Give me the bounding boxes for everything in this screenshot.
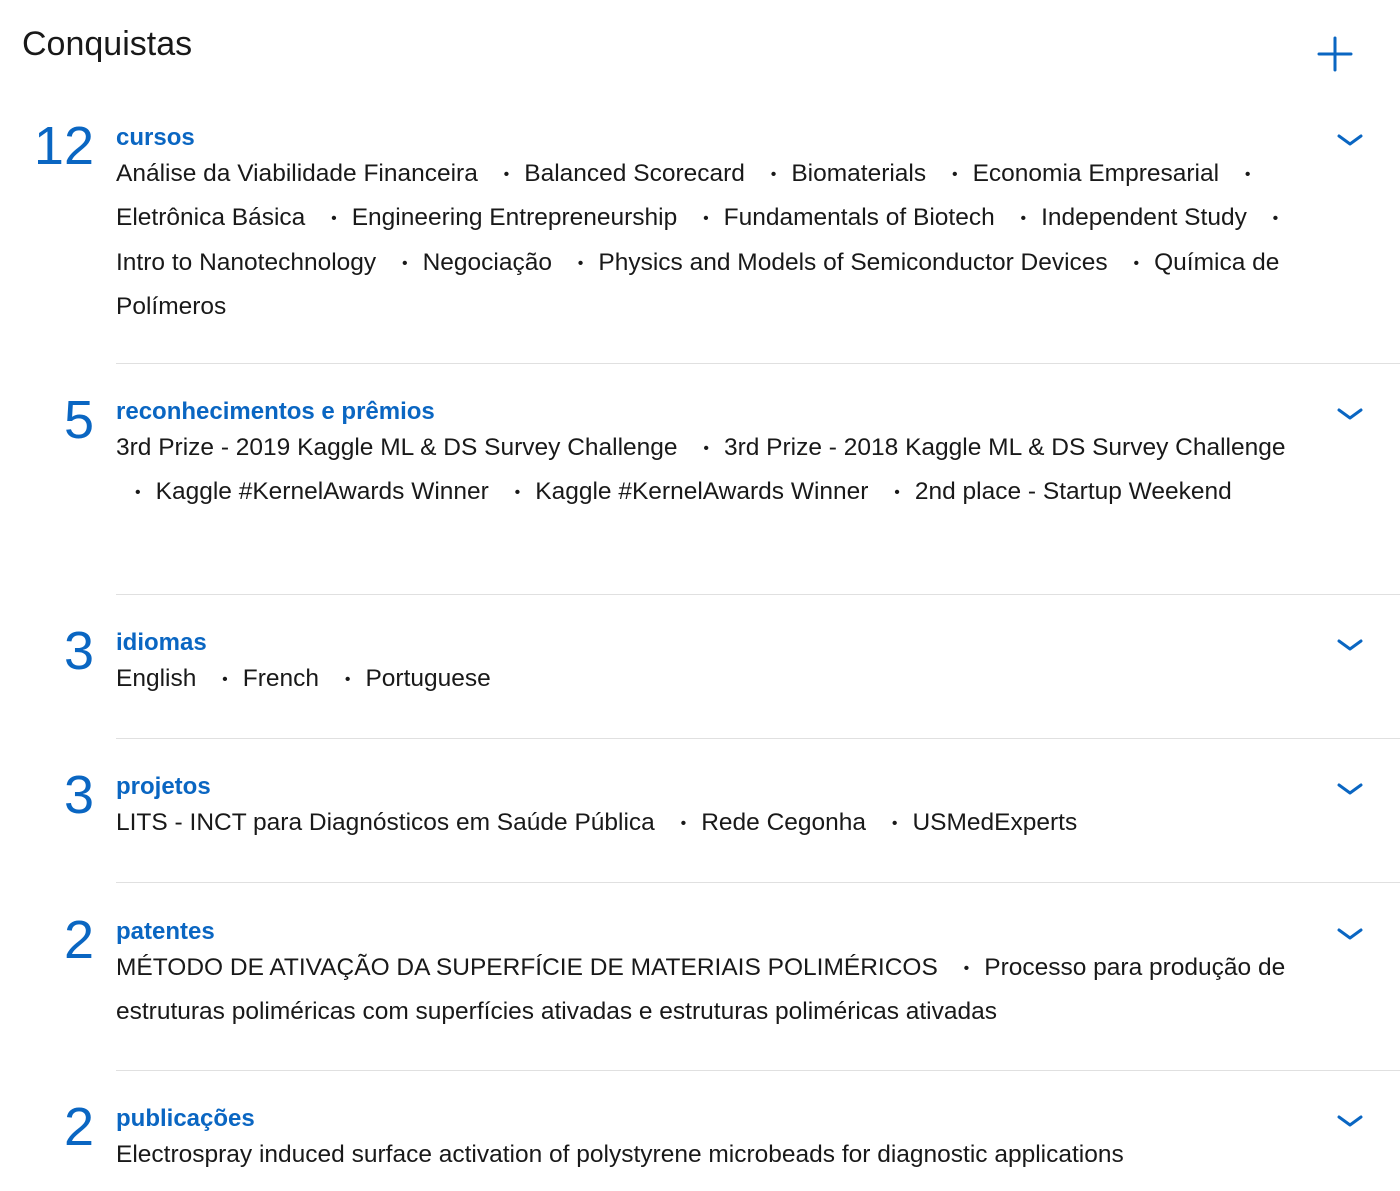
list-item: • Portuguese <box>326 665 491 692</box>
list-item: • Fundamentals of Biotech <box>684 204 995 231</box>
section-count: 2 <box>63 1097 94 1157</box>
list-item: • USMedExperts <box>873 809 1077 836</box>
list-item: • Kaggle #KernelAwards Winner <box>116 478 489 505</box>
list-item: • Engineering Entrepreneurship <box>312 204 677 231</box>
expand-projects-button[interactable] <box>1330 773 1370 805</box>
expand-publications-button[interactable] <box>1330 1105 1370 1137</box>
section-divider <box>116 1070 1400 1071</box>
item-list-languages <box>116 657 1331 701</box>
list-item: • Negociação <box>383 249 552 276</box>
section-count: 2 <box>63 910 94 970</box>
list-item: English <box>116 665 197 692</box>
section-count: 3 <box>63 765 94 825</box>
section-divider <box>116 738 1400 739</box>
chevron-down-icon <box>1336 132 1364 148</box>
list-item: • 2nd place - Startup Weekend <box>875 478 1232 505</box>
chevron-down-icon <box>1336 781 1364 797</box>
section-heading-honors-awards[interactable]: reconhecimentos e prêmios <box>116 398 435 425</box>
list-item: • Independent Study <box>1002 204 1247 231</box>
list-item: Electrospray induced surface activation of polystyrene microbeads for diagnostic applications <box>116 1141 1124 1168</box>
expand-languages-button[interactable] <box>1330 629 1370 661</box>
list-item: • Rede Cegonha <box>662 809 866 836</box>
chevron-down-icon <box>1336 637 1364 653</box>
list-item: • Economia Empresarial <box>933 160 1219 187</box>
section-heading-publications[interactable]: publicações <box>116 1105 255 1132</box>
item-list-patents <box>116 946 1331 1034</box>
add-accomplishment-button[interactable] <box>1311 30 1359 78</box>
list-item: LITS - INCT para Diagnósticos em Saúde Pública <box>116 809 655 836</box>
plus-icon <box>1317 36 1353 72</box>
section-heading-patents[interactable]: patentes <box>116 918 215 945</box>
list-item: • French <box>203 665 319 692</box>
chevron-down-icon <box>1336 1113 1364 1129</box>
section-heading-courses[interactable]: cursos <box>116 124 195 151</box>
list-item: • Processo para produção de estruturas poliméricas com superfícies ativadas e estruturas poliméricas ativadas <box>116 954 1285 1025</box>
section-divider <box>116 882 1400 883</box>
list-item: • Eletrônica Básica <box>116 160 1265 231</box>
item-list-courses <box>116 152 1331 329</box>
chevron-down-icon <box>1336 406 1364 422</box>
section-count: 3 <box>63 621 94 681</box>
item-list-projects <box>116 801 1331 845</box>
list-item: MÉTODO DE ATIVAÇÃO DA SUPERFÍCIE DE MATERIAIS POLIMÉRICOS <box>116 954 938 981</box>
expand-courses-button[interactable] <box>1330 124 1370 156</box>
section-count: 12 <box>33 116 94 176</box>
list-item: • Balanced Scorecard <box>485 160 745 187</box>
list-item: • Physics and Models of Semiconductor Devices <box>559 249 1108 276</box>
expand-honors-awards-button[interactable] <box>1330 398 1370 430</box>
item-list-honors-awards <box>116 426 1331 515</box>
expand-patents-button[interactable] <box>1330 918 1370 950</box>
section-heading-languages[interactable]: idiomas <box>116 629 207 656</box>
card-title: Conquistas <box>22 25 193 63</box>
list-item: • Biomaterials <box>752 160 926 187</box>
section-divider <box>116 363 1400 364</box>
section-count: 5 <box>63 390 94 450</box>
list-item: 3rd Prize - 2019 Kaggle ML & DS Survey Challenge <box>116 434 678 461</box>
chevron-down-icon <box>1336 926 1364 942</box>
section-heading-projects[interactable]: projetos <box>116 773 211 800</box>
list-item: • 3rd Prize - 2018 Kaggle ML & DS Survey Challenge <box>684 434 1285 461</box>
section-divider <box>116 594 1400 595</box>
list-item: • Química de Polímeros <box>116 249 1279 320</box>
item-list-publications <box>116 1133 1331 1176</box>
list-item: • Kaggle #KernelAwards Winner <box>496 478 869 505</box>
list-item: Análise da Viabilidade Financeira <box>116 160 478 187</box>
list-item: • Intro to Nanotechnology <box>116 204 1293 275</box>
